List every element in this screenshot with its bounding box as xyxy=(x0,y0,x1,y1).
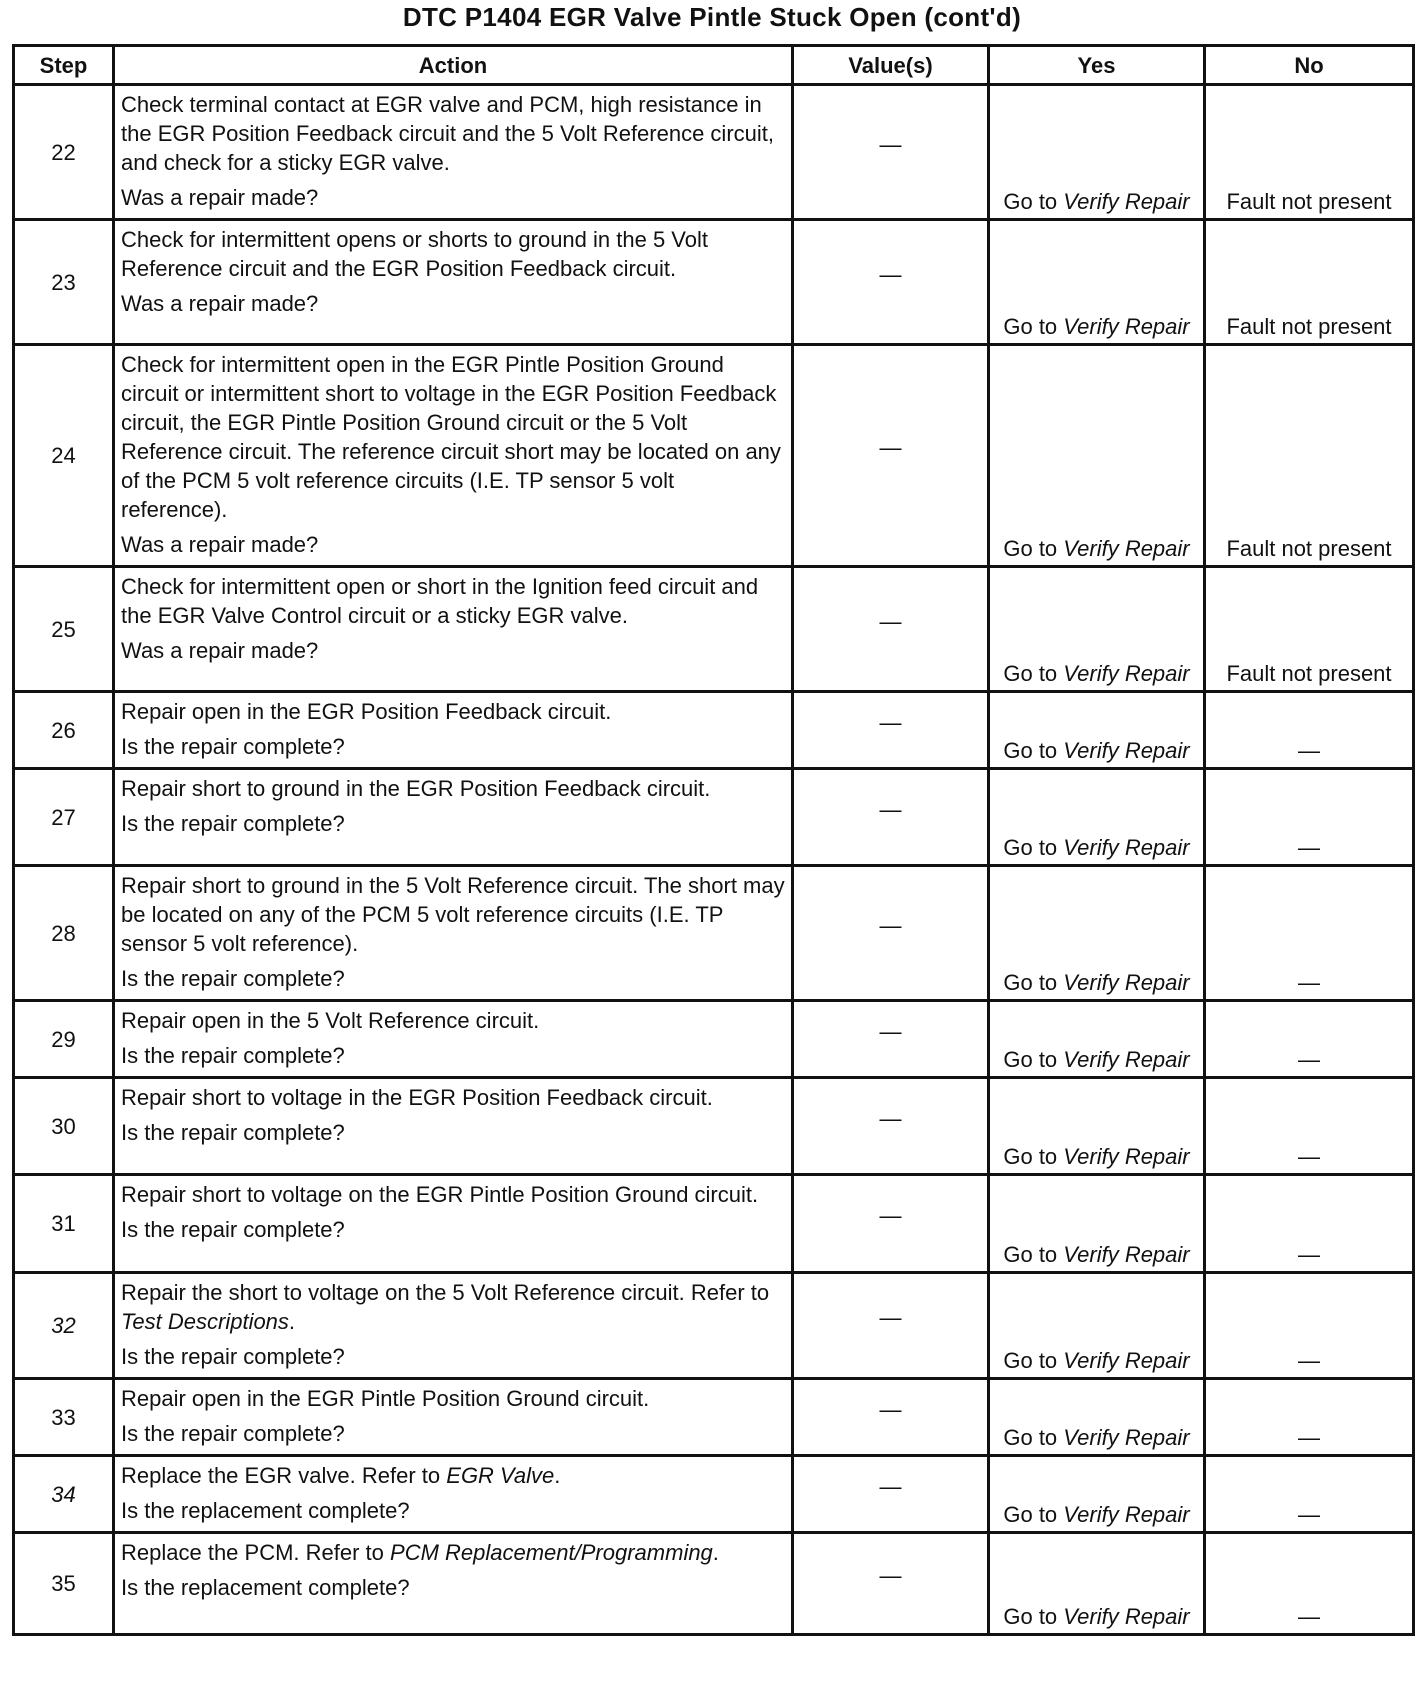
yes-cell xyxy=(989,1273,1205,1379)
action-text xyxy=(121,225,785,283)
value-cell xyxy=(793,1456,989,1533)
yes-prefix: Go to xyxy=(1003,536,1064,561)
verify-repair-link: Verify Repair xyxy=(1063,189,1190,214)
value-cell xyxy=(793,1533,989,1635)
step-cell xyxy=(14,692,114,769)
no-cell xyxy=(1205,1379,1414,1456)
value-cell xyxy=(793,866,989,1001)
value-cell xyxy=(793,85,989,220)
action-text-part: . xyxy=(712,1540,719,1565)
action-text xyxy=(121,1384,785,1413)
action-reference: Test Descriptions xyxy=(121,1309,289,1334)
action-question: Is the replacement complete? xyxy=(121,1498,410,1523)
action-cell xyxy=(114,692,793,769)
no-text: — xyxy=(1298,835,1320,860)
table-row xyxy=(14,1273,1414,1379)
header-yes: Yes xyxy=(989,46,1205,85)
verify-repair-link: Verify Repair xyxy=(1063,1348,1190,1373)
no-text: — xyxy=(1298,1348,1320,1373)
action-text xyxy=(121,90,785,177)
no-cell xyxy=(1205,567,1414,692)
table-row xyxy=(14,1078,1414,1175)
step-cell xyxy=(14,1175,114,1273)
yes-prefix: Go to xyxy=(1003,189,1064,214)
action-cell xyxy=(114,1001,793,1078)
step-number: 24 xyxy=(51,443,76,468)
yes-prefix: Go to xyxy=(1003,970,1064,995)
action-text xyxy=(121,1278,785,1336)
yes-prefix: Go to xyxy=(1003,1502,1064,1527)
action-cell xyxy=(114,769,793,866)
yes-prefix: Go to xyxy=(1003,1348,1064,1373)
no-text: Fault not present xyxy=(1226,189,1392,214)
table-row xyxy=(14,1533,1414,1635)
value-cell xyxy=(793,220,989,345)
action-text-part: Replace the EGR valve. Refer to xyxy=(121,1463,447,1488)
action-cell xyxy=(114,1379,793,1456)
no-text: Fault not present xyxy=(1226,661,1392,686)
verify-repair-link: Verify Repair xyxy=(1063,1047,1190,1072)
no-cell xyxy=(1205,866,1414,1001)
action-question: Was a repair made? xyxy=(121,638,319,663)
action-text xyxy=(121,1006,785,1035)
verify-repair-link: Verify Repair xyxy=(1063,1604,1190,1629)
step-cell xyxy=(14,1273,114,1379)
action-text-part: Repair open in the EGR Pintle Position Ground circuit. xyxy=(121,1386,650,1411)
action-text xyxy=(121,1180,785,1209)
value-text: — xyxy=(879,1396,902,1422)
value-cell xyxy=(793,1273,989,1379)
header-no: No xyxy=(1205,46,1414,85)
yes-cell xyxy=(989,345,1205,567)
action-text xyxy=(121,572,785,630)
value-text: — xyxy=(879,796,902,822)
action-text-part: Check for intermittent opens or shorts to ground in the 5 Volt Reference circuit and the EGR Position Feedback circuit. xyxy=(121,227,708,281)
verify-repair-link: Verify Repair xyxy=(1063,970,1190,995)
action-text xyxy=(121,774,785,803)
yes-cell xyxy=(989,220,1205,345)
verify-repair-link: Verify Repair xyxy=(1063,1425,1190,1450)
action-question: Is the repair complete? xyxy=(121,966,345,991)
step-number: 26 xyxy=(51,717,76,743)
action-question: Is the repair complete? xyxy=(121,1043,345,1068)
step-cell xyxy=(14,866,114,1001)
verify-repair-link: Verify Repair xyxy=(1063,835,1190,860)
no-cell xyxy=(1205,769,1414,866)
yes-prefix: Go to xyxy=(1003,661,1064,686)
no-cell xyxy=(1205,1533,1414,1635)
value-cell xyxy=(793,1175,989,1273)
yes-cell xyxy=(989,866,1205,1001)
yes-cell xyxy=(989,85,1205,220)
verify-repair-link: Verify Repair xyxy=(1063,536,1190,561)
step-number: 28 xyxy=(51,920,76,946)
diagnostic-table xyxy=(12,44,1415,1636)
step-cell xyxy=(14,1456,114,1533)
no-text: — xyxy=(1298,738,1320,763)
action-cell xyxy=(114,1175,793,1273)
value-cell xyxy=(793,345,989,567)
table-row xyxy=(14,1001,1414,1078)
page-title: DTC P1404 EGR Valve Pintle Stuck Open (cont'd) xyxy=(402,2,1022,32)
verify-repair-link: Verify Repair xyxy=(1063,661,1190,686)
yes-cell xyxy=(989,1175,1205,1273)
no-cell xyxy=(1205,1175,1414,1273)
no-cell xyxy=(1205,345,1414,567)
table-row xyxy=(14,1175,1414,1273)
no-text: — xyxy=(1298,1047,1320,1072)
value-cell xyxy=(793,692,989,769)
action-text-part: . xyxy=(288,1309,296,1334)
action-question: Is the repair complete? xyxy=(121,734,345,759)
action-text xyxy=(121,697,785,726)
table-row xyxy=(14,220,1414,345)
no-text: Fault not present xyxy=(1226,314,1392,339)
value-cell xyxy=(793,1001,989,1078)
action-reference: PCM Replacement/Programming xyxy=(390,1540,713,1565)
action-text xyxy=(121,1461,785,1490)
step-cell xyxy=(14,1379,114,1456)
action-question: Is the replacement complete? xyxy=(121,1575,410,1600)
yes-prefix: Go to xyxy=(1003,1425,1064,1450)
table-row xyxy=(14,345,1414,567)
verify-repair-link: Verify Repair xyxy=(1063,1502,1190,1527)
value-text: — xyxy=(879,1473,902,1499)
no-cell xyxy=(1205,1001,1414,1078)
value-cell xyxy=(793,769,989,866)
action-cell xyxy=(114,1533,793,1635)
action-text-part: Replace the PCM. Refer to xyxy=(121,1540,391,1565)
table-row xyxy=(14,866,1414,1001)
no-text: — xyxy=(1298,970,1320,995)
table-row xyxy=(14,85,1414,220)
table-row xyxy=(14,1379,1414,1456)
no-text: — xyxy=(1298,1242,1320,1267)
step-cell xyxy=(14,1533,114,1635)
no-text: — xyxy=(1298,1502,1320,1527)
action-question: Is the repair complete? xyxy=(121,1344,345,1369)
yes-prefix: Go to xyxy=(1003,738,1064,763)
step-cell xyxy=(14,769,114,866)
action-cell xyxy=(114,220,793,345)
yes-cell xyxy=(989,1001,1205,1078)
action-text-part: Repair the short to voltage on the 5 Volt Reference circuit. Refer to xyxy=(121,1280,770,1305)
value-text: — xyxy=(879,261,902,287)
value-text: — xyxy=(879,608,902,634)
step-number: 23 xyxy=(51,269,76,295)
action-text-part: Repair short to ground in the 5 Volt Reference circuit. The short may be located on any of the PCM 5 volt reference circuits (I.E. TP sensor 5 volt reference). xyxy=(121,873,785,956)
step-number: 34 xyxy=(51,1481,76,1507)
action-text-part: Repair open in the 5 Volt Reference circuit. xyxy=(121,1008,540,1033)
action-cell xyxy=(114,1078,793,1175)
step-cell xyxy=(14,567,114,692)
action-question: Was a repair made? xyxy=(121,532,319,557)
step-number: 27 xyxy=(51,804,76,830)
yes-cell xyxy=(989,567,1205,692)
step-number: 29 xyxy=(51,1026,76,1052)
table-row xyxy=(14,769,1414,866)
value-text: — xyxy=(879,1305,902,1330)
header-action: Action xyxy=(114,46,793,85)
value-text: — xyxy=(879,1203,902,1228)
action-cell xyxy=(114,345,793,567)
value-cell xyxy=(793,1379,989,1456)
action-text-part: Check for intermittent open or short in the Ignition feed circuit and the EGR Valve Control circuit or a sticky EGR valve. xyxy=(121,574,759,628)
action-text-part: Repair short to voltage in the EGR Position Feedback circuit. xyxy=(121,1085,713,1110)
action-reference: EGR Valve xyxy=(446,1463,555,1488)
yes-prefix: Go to xyxy=(1003,835,1064,860)
table-row xyxy=(14,692,1414,769)
action-question: Was a repair made? xyxy=(121,291,319,316)
value-text: — xyxy=(879,709,902,735)
value-text: — xyxy=(879,1563,902,1588)
no-cell xyxy=(1205,85,1414,220)
value-cell xyxy=(793,567,989,692)
table-row xyxy=(14,1456,1414,1533)
step-cell xyxy=(14,345,114,567)
step-number: 35 xyxy=(51,1571,76,1596)
action-cell xyxy=(114,866,793,1001)
action-question: Is the repair complete? xyxy=(121,1421,345,1446)
value-text: — xyxy=(879,1018,902,1044)
yes-prefix: Go to xyxy=(1003,1242,1064,1267)
action-cell xyxy=(114,85,793,220)
header-step: Step xyxy=(14,46,114,85)
header-row xyxy=(14,46,1414,85)
value-text: — xyxy=(879,435,902,460)
value-text: — xyxy=(879,912,902,938)
action-text-part: . xyxy=(554,1463,561,1488)
action-text xyxy=(121,871,785,958)
yes-cell xyxy=(989,1379,1205,1456)
no-cell xyxy=(1205,1078,1414,1175)
action-question: Is the repair complete? xyxy=(121,811,345,836)
header-values: Value(s) xyxy=(793,46,989,85)
action-cell xyxy=(114,1273,793,1379)
yes-cell xyxy=(989,1533,1205,1635)
table-body xyxy=(14,85,1414,1635)
step-cell xyxy=(14,220,114,345)
yes-prefix: Go to xyxy=(1003,1604,1064,1629)
step-cell xyxy=(14,1078,114,1175)
yes-prefix: Go to xyxy=(1003,1144,1064,1169)
action-question: Is the repair complete? xyxy=(121,1217,345,1242)
no-cell xyxy=(1205,1273,1414,1379)
action-text-part: Check terminal contact at EGR valve and PCM, high resistance in the EGR Position Feedback circuit and the 5 Volt Reference circuit, and check for a sticky EGR valve. xyxy=(121,92,774,175)
table-row xyxy=(14,567,1414,692)
yes-cell xyxy=(989,692,1205,769)
yes-prefix: Go to xyxy=(1003,1047,1064,1072)
verify-repair-link: Verify Repair xyxy=(1063,738,1190,763)
no-text: — xyxy=(1298,1604,1320,1629)
step-number: 32 xyxy=(51,1313,76,1338)
action-question: Was a repair made? xyxy=(121,185,319,210)
action-text xyxy=(121,350,785,524)
action-text-part: Repair short to ground in the EGR Position Feedback circuit. xyxy=(121,776,711,801)
step-number: 31 xyxy=(51,1211,76,1236)
action-text-part: Repair open in the EGR Position Feedback circuit. xyxy=(121,699,612,724)
action-text-part: Repair short to voltage on the EGR Pintle Position Ground circuit. xyxy=(121,1182,759,1207)
value-text: — xyxy=(879,131,902,157)
action-text xyxy=(121,1538,785,1567)
verify-repair-link: Verify Repair xyxy=(1063,1242,1190,1267)
no-text: — xyxy=(1298,1425,1320,1450)
no-cell xyxy=(1205,1456,1414,1533)
step-number: 22 xyxy=(51,139,76,165)
value-cell xyxy=(793,1078,989,1175)
verify-repair-link: Verify Repair xyxy=(1063,1144,1190,1169)
yes-prefix: Go to xyxy=(1003,314,1064,339)
step-cell xyxy=(14,85,114,220)
yes-cell xyxy=(989,1456,1205,1533)
no-cell xyxy=(1205,692,1414,769)
step-cell xyxy=(14,1001,114,1078)
no-cell xyxy=(1205,220,1414,345)
value-text: — xyxy=(879,1105,902,1131)
yes-cell xyxy=(989,1078,1205,1175)
no-text: — xyxy=(1298,1144,1320,1169)
step-number: 25 xyxy=(51,616,76,642)
verify-repair-link: Verify Repair xyxy=(1063,314,1190,339)
action-text xyxy=(121,1083,785,1112)
step-number: 33 xyxy=(51,1404,76,1430)
step-number: 30 xyxy=(51,1113,76,1139)
yes-cell xyxy=(989,769,1205,866)
no-text: Fault not present xyxy=(1226,536,1392,561)
action-cell xyxy=(114,1456,793,1533)
action-question: Is the repair complete? xyxy=(121,1120,345,1145)
action-cell xyxy=(114,567,793,692)
action-text-part: Check for intermittent open in the EGR Pintle Position Ground circuit or intermittent short to voltage in the EGR Position Feedback circuit, the EGR Pintle Position Ground circuit or the 5 Volt Reference circuit. The reference circuit short may be located on any of the PCM 5 volt reference circuits (I.E. TP sensor 5 volt reference). xyxy=(121,352,781,522)
